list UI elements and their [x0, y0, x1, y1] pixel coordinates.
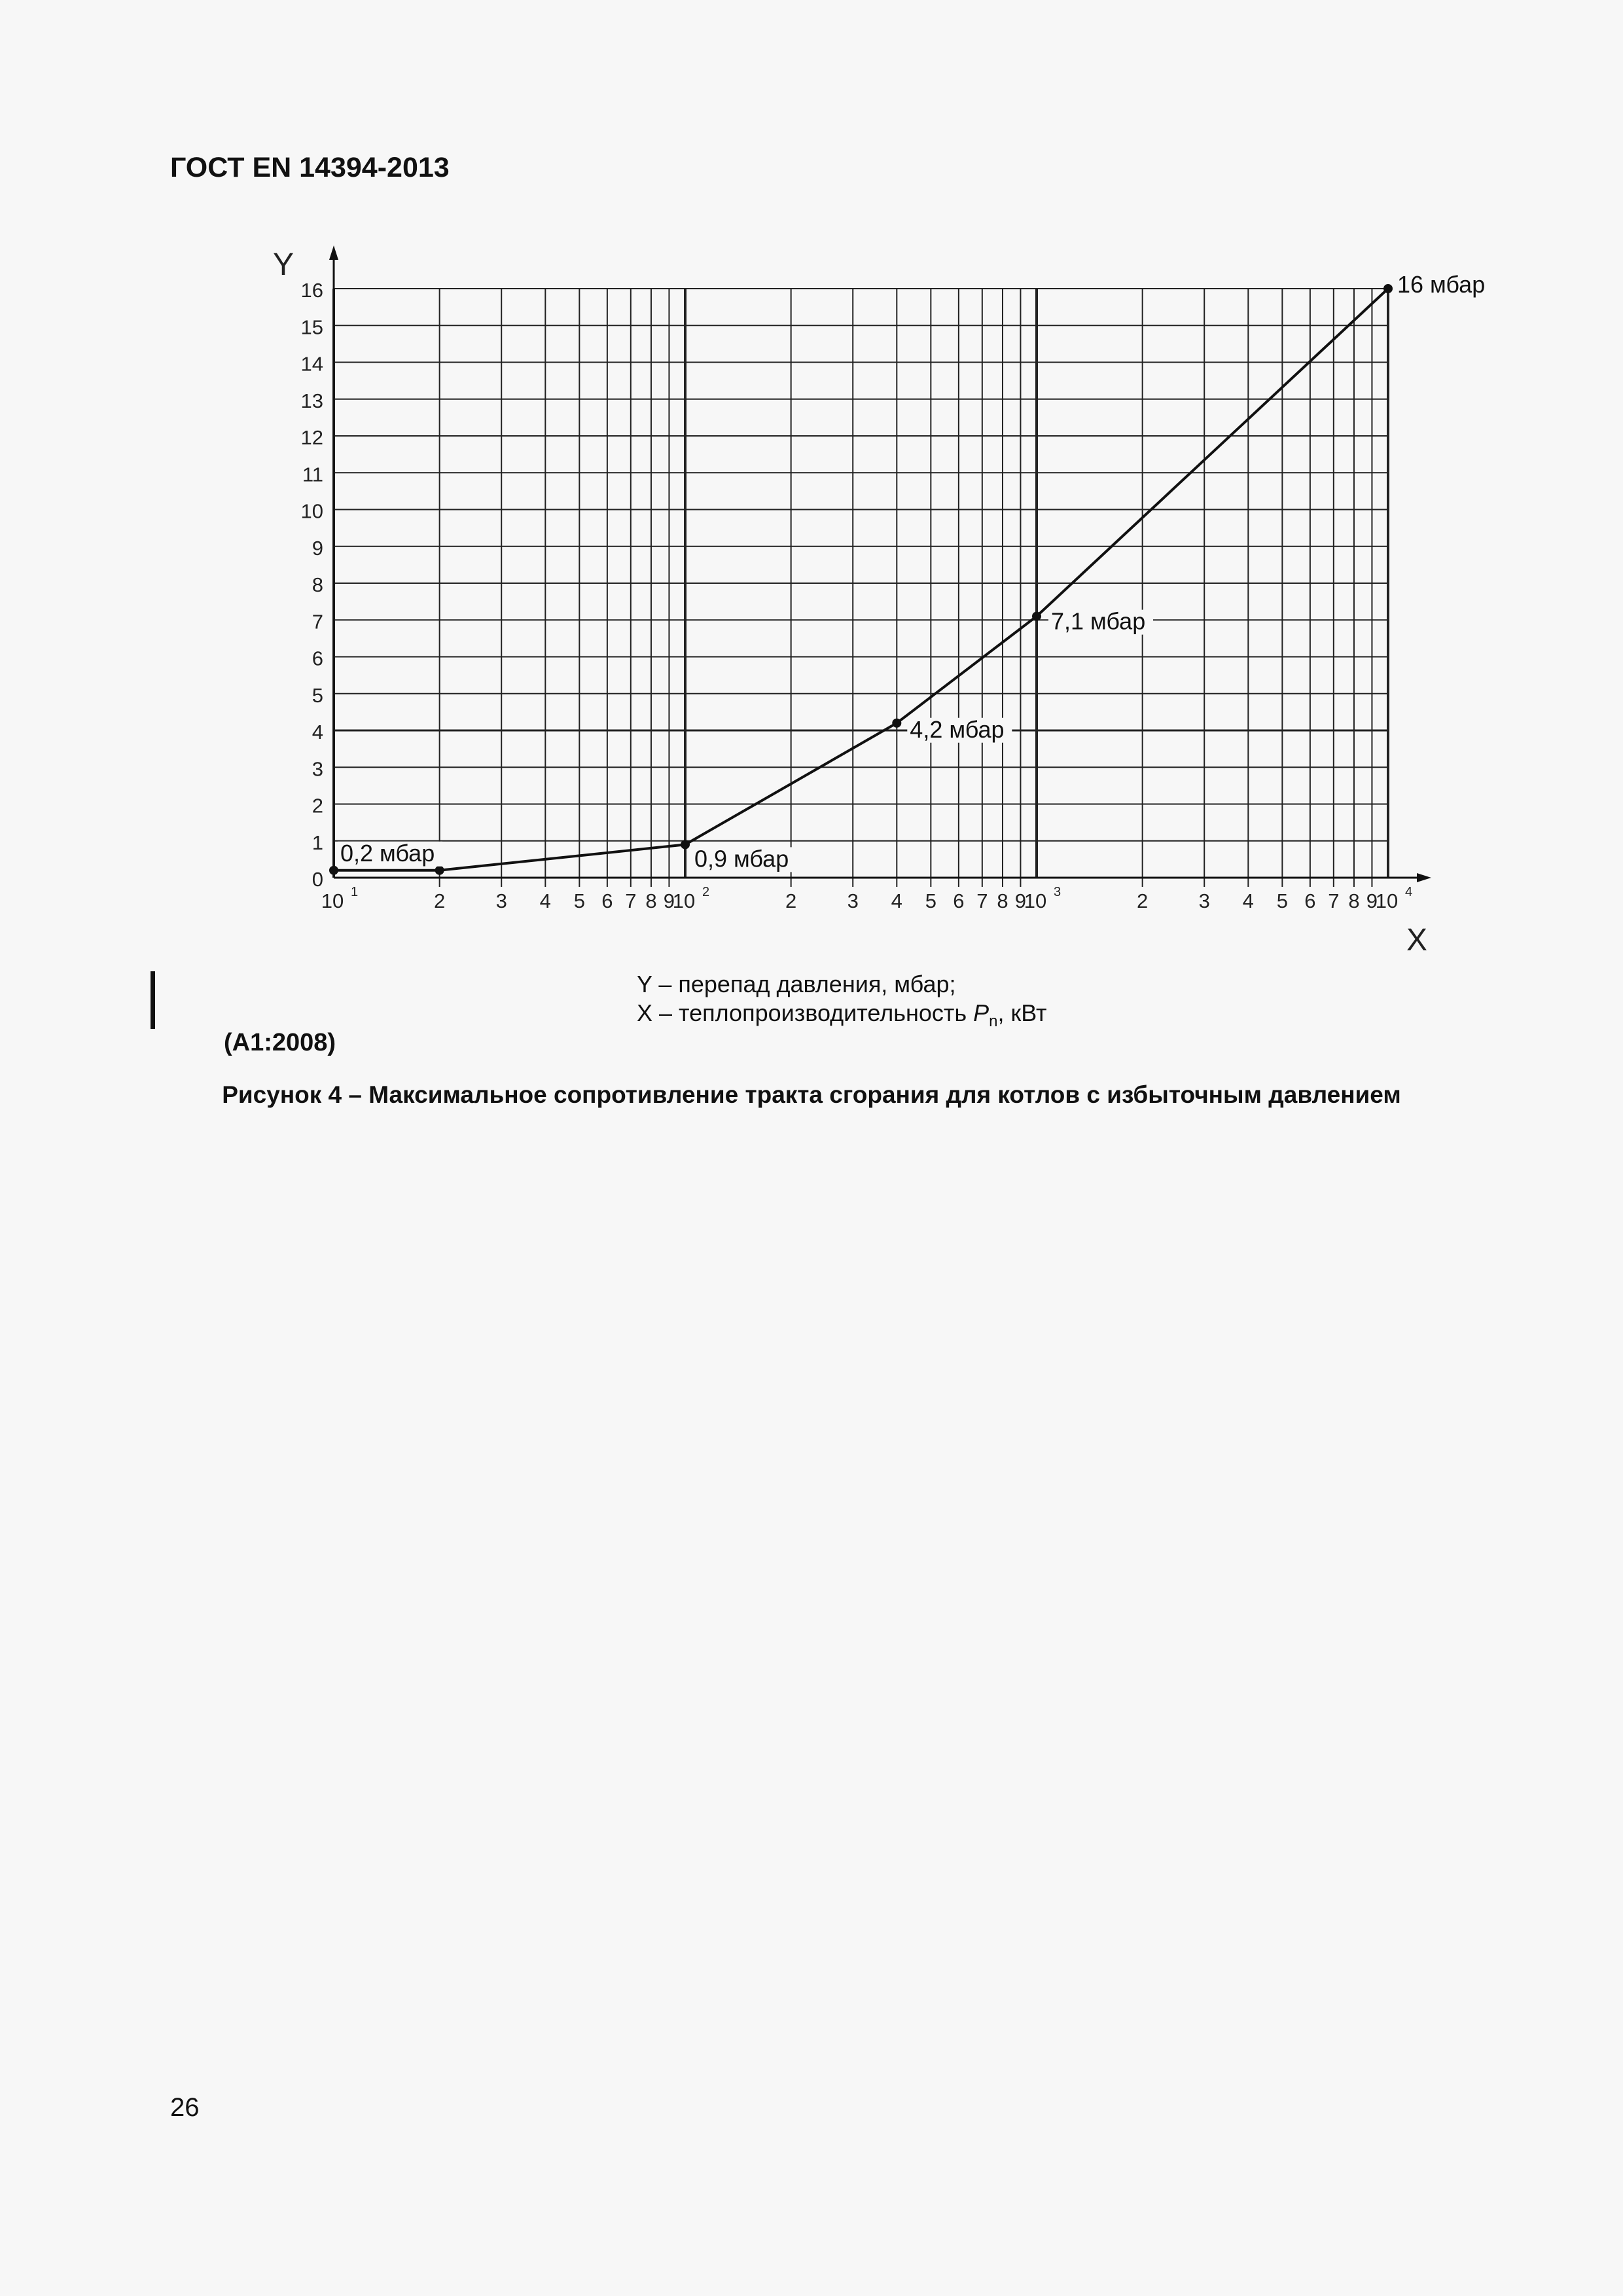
- y-tick-label: 4: [312, 721, 323, 744]
- x-tick-label: 6: [1304, 889, 1316, 912]
- x-decade-exponent: 2: [702, 885, 710, 899]
- y-tick-label: 14: [300, 352, 323, 376]
- x-axis-title: X: [1406, 923, 1428, 958]
- point-label: 0,9 мбар: [694, 845, 789, 872]
- x-tick-label: 2: [1137, 889, 1149, 912]
- x-decade-label: 10: [672, 889, 696, 912]
- x-axis-arrow: [1417, 873, 1431, 882]
- document-header: ГОСТ EN 14394-2013: [170, 152, 450, 183]
- y-tick-label: 1: [312, 831, 323, 854]
- legend-x: X – теплопроизводительность $P_n$, кВт: [637, 999, 1047, 1031]
- page-number: 26: [170, 2093, 200, 2122]
- x-tick-label: 3: [847, 889, 859, 912]
- x-decade-exponent: 3: [1054, 885, 1061, 899]
- x-tick-label: 9: [1366, 889, 1378, 912]
- y-tick-label: 13: [300, 389, 323, 412]
- y-tick-label: 10: [300, 499, 323, 523]
- x-tick-label: 8: [645, 889, 657, 912]
- x-tick-label: 2: [434, 889, 446, 912]
- amendment-note: (А1:2008): [224, 1029, 336, 1056]
- x-decade-label: 10: [321, 889, 344, 912]
- series-line: [334, 289, 1388, 870]
- y-tick-label: 8: [312, 573, 323, 596]
- pressure-resistance-chart: [0, 0, 1623, 982]
- data-point: [1032, 612, 1041, 621]
- x-tick-label: 8: [1348, 889, 1360, 912]
- x-tick-label: 3: [495, 889, 507, 912]
- y-tick-label: 15: [300, 315, 323, 339]
- data-point: [435, 866, 444, 875]
- point-label: 7,1 мбар: [1051, 607, 1146, 635]
- y-tick-label: 12: [300, 426, 323, 449]
- y-tick-label: 7: [312, 610, 323, 634]
- x-tick-label: 4: [539, 889, 551, 912]
- y-tick-label: 16: [300, 279, 323, 302]
- legend-y: Y – перепад давления, мбар;: [637, 971, 956, 997]
- y-tick-label: 9: [312, 536, 323, 560]
- x-tick-label: 9: [1014, 889, 1027, 912]
- y-tick-label: 5: [312, 683, 323, 707]
- change-bar: [151, 971, 155, 1029]
- x-tick-label: 6: [601, 889, 613, 912]
- x-decade-label: 10: [1375, 889, 1399, 912]
- data-point: [1383, 284, 1393, 293]
- x-tick-label: 9: [663, 889, 675, 912]
- x-decade-exponent: 4: [1405, 885, 1413, 899]
- x-tick-label: 7: [976, 889, 988, 912]
- y-axis-arrow: [329, 245, 338, 260]
- x-tick-label: 5: [573, 889, 585, 912]
- point-label: 4,2 мбар: [910, 715, 1005, 743]
- x-tick-label: 6: [953, 889, 965, 912]
- data-point: [329, 866, 338, 875]
- x-tick-label: 7: [1328, 889, 1340, 912]
- x-tick-label: 5: [925, 889, 936, 912]
- y-axis-title: Y: [273, 247, 294, 282]
- data-point: [681, 840, 690, 849]
- x-tick-label: 5: [1276, 889, 1288, 912]
- x-tick-label: 7: [625, 889, 637, 912]
- y-tick-label: 0: [312, 868, 323, 891]
- x-tick-label: 8: [997, 889, 1008, 912]
- y-tick-label: 11: [302, 463, 323, 486]
- figure-caption: Рисунок 4 – Максимальное сопротивление тракта сгорания для котлов с избыточным давлением: [222, 1081, 1401, 1108]
- y-tick-label: 6: [312, 647, 323, 670]
- x-tick-label: 2: [785, 889, 797, 912]
- y-tick-label: 2: [312, 794, 323, 817]
- x-decade-exponent: 1: [351, 885, 359, 899]
- x-tick-label: 4: [1242, 889, 1254, 912]
- chart-legend: [637, 970, 1047, 1036]
- y-tick-label: 3: [312, 757, 323, 781]
- x-tick-label: 3: [1198, 889, 1210, 912]
- point-label: 16 мбар: [1397, 271, 1486, 298]
- data-point: [892, 719, 901, 728]
- x-tick-label: 4: [891, 889, 902, 912]
- point-label: 0,2 мбар: [340, 839, 435, 867]
- x-decade-label: 10: [1024, 889, 1047, 912]
